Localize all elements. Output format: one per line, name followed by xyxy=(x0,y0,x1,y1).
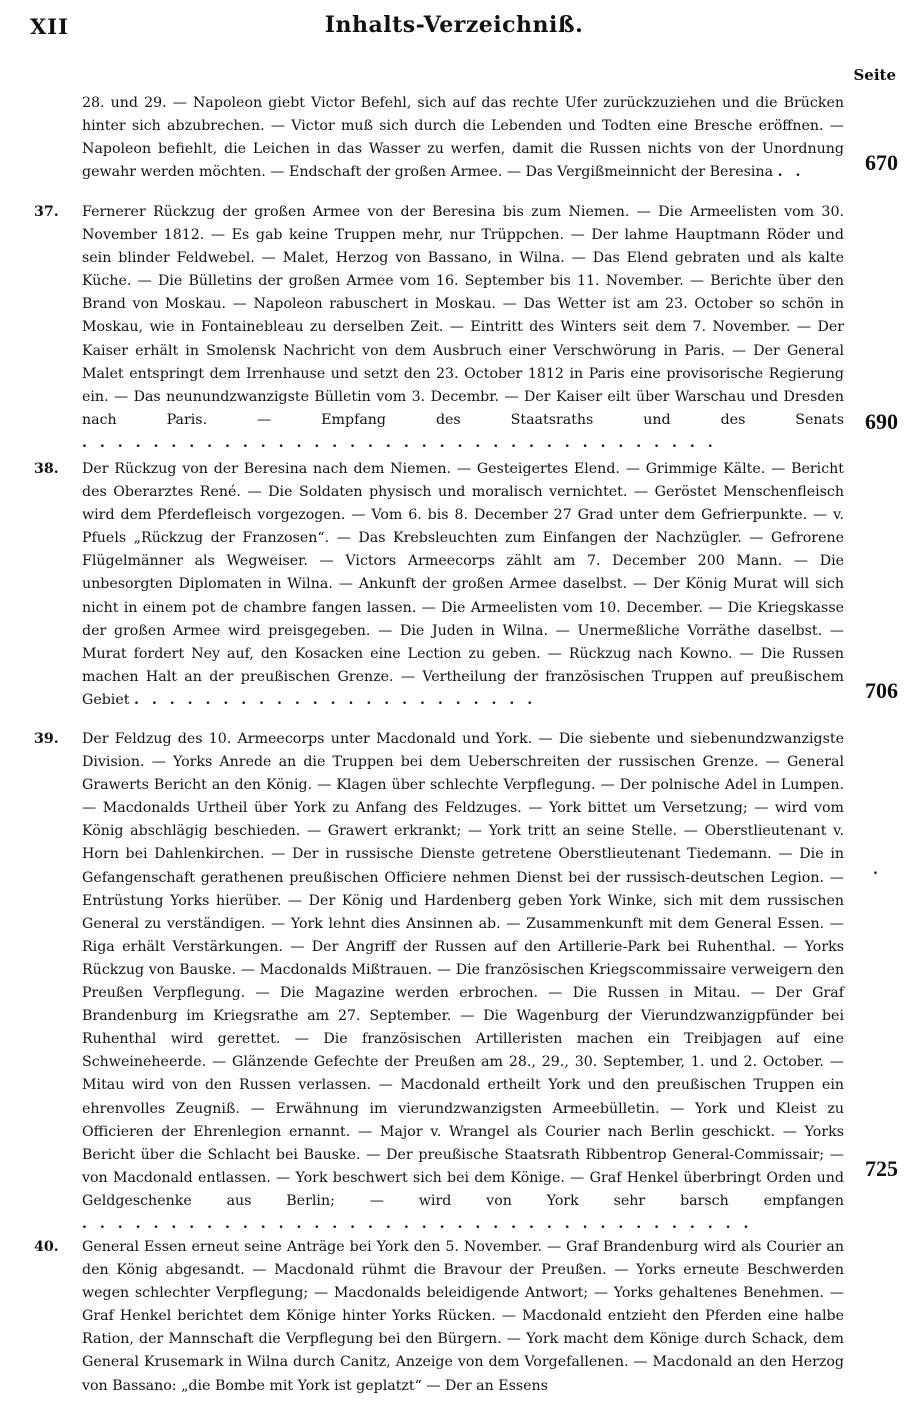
entry-summary: General Essen erneut seine Anträge bei York den 5. November. — Graf Brandenburg wird als Courier an den König abgesandt. — Macdonald rühmt die Bravour der Preußen. — Yorks erneute Beschwerden wegen schlechter Verpflegung; — Macdonalds beleidigende Antwort; — Yorks gehaltenes Benehmen. — Graf Henkel berichtet dem Könige hinter Yorks Rücken. — Macdonald entzieht den Pferden eine halbe Ration, der Mannschaft die Verpflegung bei den Bürgern. — York macht dem Könige durch Schack, dem General Krusemark in Wilna durch Canitz, Anzeige von dem Vorgefallenen. — Macdonald an den Herzog von Bassano: „die Bombe mit York ist geplatzt“ — Der an Essens xyxy=(82,1239,844,1394)
entry-summary: 28. und 29. — Napoleon giebt Victor Befehl, sich auf das rechte Ufer zurückzuziehen und die Brücken hinter sich abzubrechen. — Victor muß sich durch die Lebenden und Todten eine Bresche eröffnen. — Napoleon befiehlt, die Leichen in das Wasser zu werfen, damit die Russen nichts von der Unordnung gewahr werden möchten. — Endschaft der großen Armee. — Das Vergißmeinnicht der Beresina xyxy=(82,95,844,181)
entry-number: 37. xyxy=(34,204,59,220)
leader-dots: . . . . . . . . . . . . . . . . . . . . . . . xyxy=(133,691,537,708)
entry-text xyxy=(34,458,844,712)
page-reference: 725 xyxy=(865,1156,898,1181)
leader-dots: . . . . . . . . . . . . . . . . . . . . . . . . . . . . . . . . . . . . xyxy=(82,434,717,451)
entry-number: 39. xyxy=(34,731,59,747)
entry-text xyxy=(34,92,844,184)
entry-text xyxy=(34,201,844,455)
toc-entry-39 xyxy=(34,728,898,1236)
print-speck: . xyxy=(873,862,878,878)
entry-text xyxy=(34,1236,844,1398)
roman-page-number: XII xyxy=(30,14,69,39)
page-reference: 670 xyxy=(865,150,898,175)
toc-entry-continued xyxy=(34,92,898,184)
entry-summary: Fernerer Rückzug der großen Armee von der Beresina bis zum Niemen. — Die Armeelisten vom 30. November 1812. — Es gab keine Truppen mehr, nur Trüppchen. — Der lahme Hauptmann Röder und sein blinder Feldwebel. — Malet, Herzog von Bassano, in Wilna. — Das Elend gebraten und als kalte Küche. — Die Bülletins der großen Armee vom 16. September bis 11. November. — Berichte über den Brand von Moskau. — Napoleon rabuschert in Moskau. — Das Wetter ist am 23. October so schön in Moskau, wie in Fontainebleau zu derselben Zeit. — Eintritt des Winters seit dem 7. November. — Der Kaiser erhält in Smolensk Nachricht von dem Ausbruch einer Verschwörung in Paris. — Der General Malet entspringt dem Irrenhause und setzt den 23. October 1812 in Paris eine provisorische Regierung ein. — Das neunundzwanzigste Bülletin vom 3. Decembr. — Der Kaiser eilt über Warschau und Dresden nach Paris. — Empfang des Staatsraths und des Senats xyxy=(82,204,844,428)
entry-summary: Der Feldzug des 10. Armeecorps unter Macdonald und York. — Die siebente und siebenundzwanzigste Division. — Yorks Anrede an die Truppen bei dem Ueberschreiten der russischen Grenze. — General Grawerts Bericht an den König. — Klagen über schlechte Verpflegung. — Der polnische Adel in Lumpen. — Macdonalds Urtheil über York zu Anfang des Feldzuges. — York bittet um Versetzung; — wird vom König abschlägig beschieden. — Grawert erkrankt; — York tritt an seine Stelle. — Oberstlieutenant v. Horn bei Dahlenkirchen. — Der in russische Dienste getretene Oberstlieutenant Tiedemann. — Die in Gefangenschaft gerathenen preußischen Officiere nehmen Dienst bei der russisch-deutschen Legion. — Entrüstung Yorks hierüber. — Der König und Hardenberg geben York Winke, sich mit dem russischen General zu verständigen. — York lehnt dies Ansinnen ab. — Zusammenkunft mit dem General Essen. — Riga erhält Verstärkungen. — Der Angriff der Russen auf den Artillerie-Park bei Ruhenthal. — Yorks Rückzug von Bauske. — Macdonalds Mißtrauen. — Die französischen Kriegscommissaire verweigern den Preußen Verpflegung. — Die Magazine werden erbrochen. — Die Russen in Mitau. — Der Graf Brandenburg im Kriegsrathe am 27. September. — Die Wagenburg der Vierundzwanzigpfünder bei Ruhenthal wird gerettet. — Die französischen Artilleristen machen ein Treibjagen auf eine Schweineheerde. — Glänzende Gefechte der Preußen am 28., 29., 30. September, 1. und 2. October. — Mitau wird von den Russen verlassen. — Macdonald ertheilt York und den preußischen Truppen ein ehrenvolles Zeugniß. — Erwähnung im vierundzwanzigsten Armeebülletin. — York und Kleist zu Officieren der Ehrenlegion ernannt. — Major v. Wrangel als Courier nach Berlin geschickt. — Yorks Bericht über die Schlacht bei Bauske. — Der preußische Staatsrath Ribbentrop General-Commissair; — von Macdonald entlassen. — York beschwert sich bei dem Könige. — Graf Henkel überbringt Orden und Geldgeschenke aus Berlin; — wird von York sehr barsch empfangen xyxy=(82,731,844,1209)
page-reference: 706 xyxy=(865,678,898,703)
entry-text xyxy=(34,728,844,1236)
leader-dots: . . xyxy=(777,164,805,181)
entry-number: 40. xyxy=(34,1239,59,1255)
page-title: Inhalts-Verzeichniß. xyxy=(324,12,584,38)
seite-column-label: Seite xyxy=(853,66,896,84)
toc-entry-38 xyxy=(34,458,898,712)
leader-dots: . . . . . . . . . . . . . . . . . . . . . . . . . . . . . . . . . . . . . . xyxy=(82,1215,753,1232)
entry-summary: Der Rückzug von der Beresina nach dem Niemen. — Gesteigertes Elend. — Grimmige Kälte. — Bericht des Oberarztes René. — Die Soldaten physisch und moralisch vernichtet. — Geröstet Menschenfleisch wird dem Pferdefleisch vorgezogen. — Vom 6. bis 8. December 27 Grad unter dem Gefrierpunkte. — v. Pfuels „Rückzug der Franzosen“. — Das Krebsleuchten zum Einfangen der Nachzügler. — Gefrorene Flügelmänner als Wegweiser. — Victors Armeecorps zählt am 7. December 200 Mann. — Die unbesorgten Diplomaten in Wilna. — Ankunft der großen Armee daselbst. — Der König Murat will sich nicht in einem pot de chambre fangen lassen. — Die Armeelisten vom 10. December. — Die Kriegskasse der großen Armee wird preisgegeben. — Die Juden in Wilna. — Unermeßliche Vorräthe daselbst. — Murat fordert Ney auf, den Kosacken eine Lection zu geben. — Rückzug nach Kowno. — Die Russen machen Halt an der preußischen Grenze. — Vertheilung der französischen Truppen auf preußischem Gebiet xyxy=(82,461,844,708)
toc-entry-40 xyxy=(34,1236,844,1398)
toc-entry-37 xyxy=(34,201,898,455)
entry-number: 38. xyxy=(34,461,59,477)
page-reference: 690 xyxy=(865,409,898,434)
